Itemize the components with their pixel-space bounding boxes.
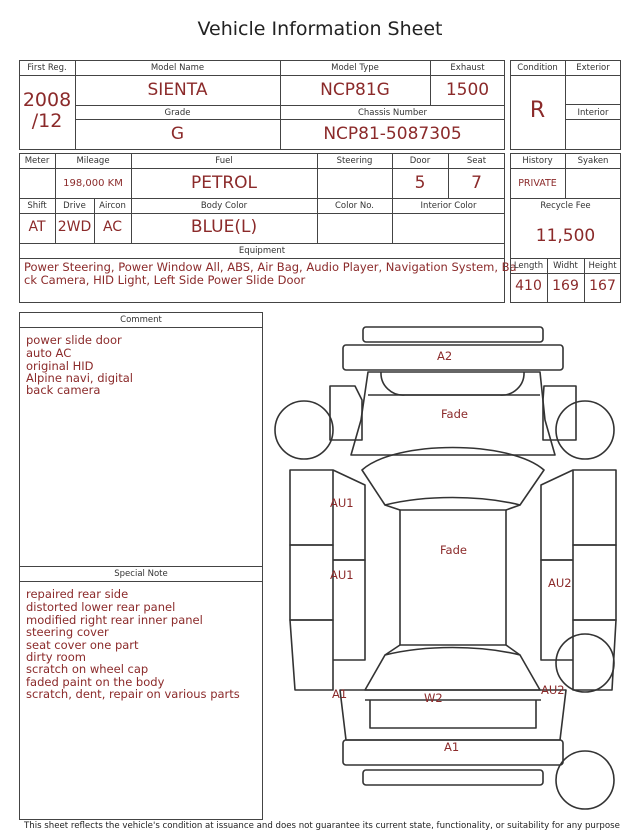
chassis-label: Chassis Number [357, 108, 428, 118]
condition-label: Condition [517, 63, 558, 73]
exhaust-value: 1500 [445, 80, 490, 100]
height-value: 167 [589, 278, 616, 294]
recycle-fee-label: Recycle Fee [540, 201, 591, 211]
condition-value: R [529, 98, 546, 123]
syaken-label: Syaken [577, 156, 609, 166]
length-value: 410 [515, 278, 542, 294]
color-no-label: Color No. [334, 201, 374, 211]
body-color-label: Body Color [200, 201, 248, 211]
shift-label: Shift [27, 201, 47, 211]
equipment-label: Equipment [238, 246, 286, 256]
damage-mark-au2-right: AU2 [548, 576, 572, 590]
history-value: PRIVATE [518, 178, 557, 189]
drive-label: Drive [63, 201, 86, 211]
equipment-line-1: Power Steering, Power Window All, ABS, Air Bag, Audio Player, Navigation System, Ba [24, 260, 517, 274]
special-note-line: dirty room [26, 650, 86, 664]
drive-value: 2WD [57, 219, 92, 235]
model-name-label: Model Name [150, 63, 205, 73]
damage-mark-fade-roof: Fade [440, 543, 467, 557]
first-reg-label: First Reg. [27, 63, 67, 73]
length-label: Length [513, 261, 544, 271]
special-note-line: steering cover [26, 625, 109, 639]
body-color-value: BLUE(L) [190, 217, 258, 237]
seat-label: Seat [466, 156, 487, 166]
damage-mark-w2: W2 [424, 691, 443, 705]
comment-line: Alpine navi, digital [26, 371, 133, 385]
model-name-value: SIENTA [147, 80, 208, 100]
first-reg-year: 2008 [22, 89, 72, 111]
special-note-line: distorted lower rear panel [26, 600, 176, 614]
special-note-line: scratch on wheel cap [26, 662, 149, 676]
special-note-line: repaired rear side [26, 587, 129, 601]
height-label: Height [588, 261, 617, 271]
comment-line: back camera [26, 383, 101, 397]
interior-color-label: Interior Color [420, 201, 477, 211]
mileage-value: 198,000 KM [63, 178, 123, 189]
interior-label: Interior [577, 108, 609, 118]
model-type-value: NCP81G [320, 80, 390, 100]
comment-line: original HID [26, 359, 94, 373]
meter-label: Meter [24, 156, 50, 166]
disclaimer-footer: This sheet reflects the vehicle's condition at issuance and does not guarantee its current state, functionality, or suitability for any purpose [24, 821, 620, 831]
damage-mark-fade-hood: Fade [441, 407, 468, 421]
fuel-label: Fuel [215, 156, 233, 166]
chassis-value: NCP81-5087305 [323, 124, 462, 144]
exhaust-label: Exhaust [450, 63, 485, 73]
aircon-value: AC [102, 219, 123, 235]
special-note-line: modified right rear inner panel [26, 613, 203, 627]
damage-mark-a1-bumper: A1 [444, 740, 460, 754]
special-note-line: seat cover one part [26, 638, 139, 652]
model-type-label: Model Type [331, 63, 379, 73]
aircon-label: Aircon [99, 201, 126, 211]
exterior-label: Exterior [576, 63, 610, 73]
sheet-title: Vehicle Information Sheet [197, 18, 443, 40]
door-label: Door [409, 156, 431, 166]
recycle-fee-value: 11,500 [535, 226, 596, 246]
grade-value: G [170, 124, 185, 144]
steering-label: Steering [336, 156, 373, 166]
width-label: Widht [553, 261, 578, 271]
shift-value: AT [28, 219, 46, 235]
special-note-line: scratch, dent, repair on various parts [26, 687, 240, 701]
first-reg-month: /12 [31, 110, 63, 132]
damage-mark-a1-left: A1 [332, 687, 348, 701]
special-note-line: faded paint on the body [26, 675, 165, 689]
door-value: 5 [414, 173, 426, 193]
damage-mark-a2: A2 [437, 349, 453, 363]
width-value: 169 [552, 278, 579, 294]
damage-mark-au1-lower: AU1 [330, 568, 354, 582]
comment-line: power slide door [26, 333, 122, 347]
comment-label: Comment [120, 315, 162, 325]
special-note-label: Special Note [114, 569, 168, 579]
history-label: History [522, 156, 553, 166]
damage-mark-au2-rear: AU2 [541, 683, 565, 697]
grade-label: Grade [164, 108, 191, 118]
seat-value: 7 [471, 173, 482, 193]
equipment-line-2: ck Camera, HID Light, Left Side Power Slide Door [24, 273, 306, 287]
fuel-value: PETROL [190, 173, 258, 193]
comment-line: auto AC [26, 346, 72, 360]
mileage-label: Mileage [76, 156, 110, 166]
damage-mark-au1-upper: AU1 [330, 496, 354, 510]
